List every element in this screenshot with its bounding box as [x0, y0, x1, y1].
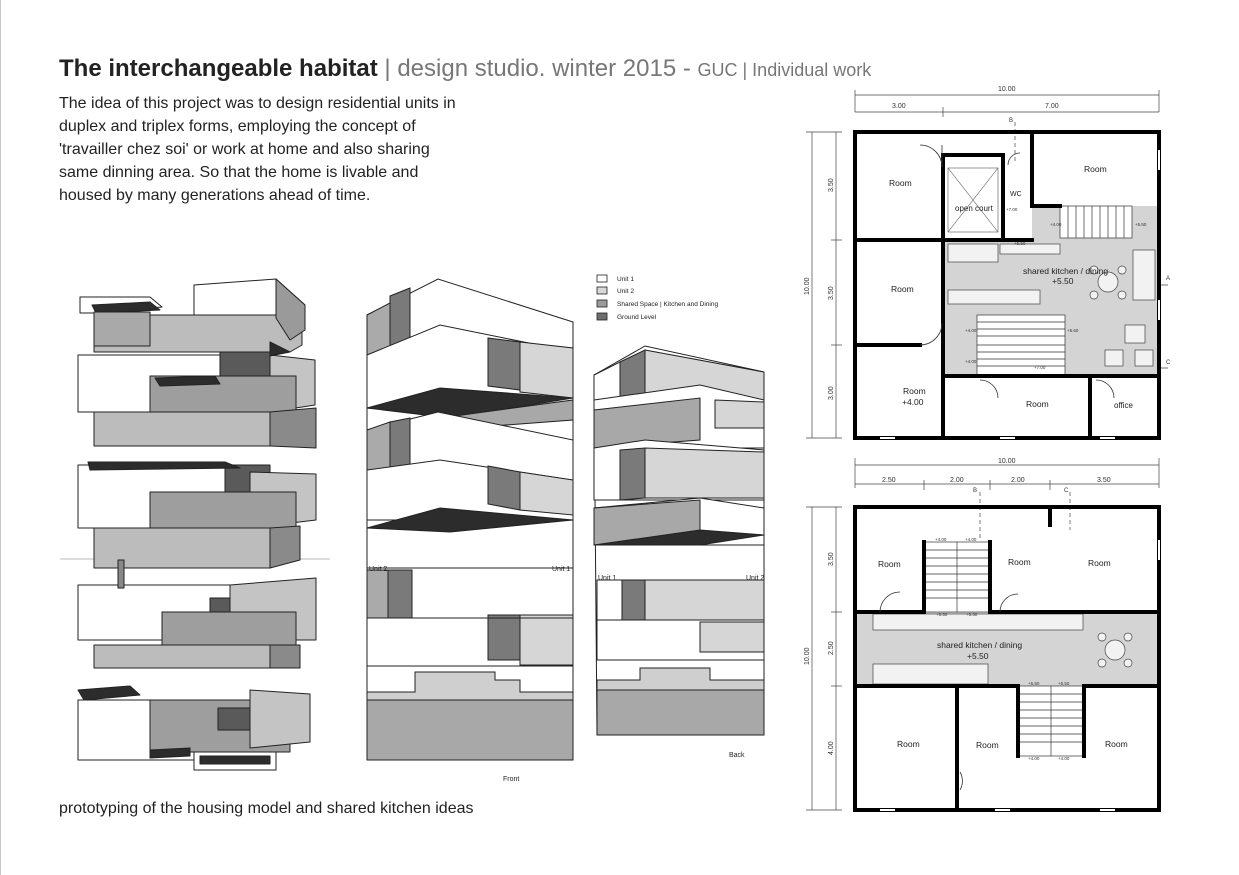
- upper-side-dim-1: 3.50: [828, 178, 835, 192]
- lower-section-mark-b: B: [973, 488, 978, 494]
- front-elevation-label: Front: [503, 776, 520, 783]
- upper-room-bl: Room: [903, 386, 926, 396]
- lower-level-8: +4.00: [1058, 756, 1070, 761]
- intro-paragraph: The idea of this project was to design residential units in duplex and triplex forms, employing the concept of 'travailler chez soi' or work at home and also sharing same dinning area. So that the home is livable and housed by many generations ahead of time.: [59, 95, 456, 204]
- upper-level-6: +5.50: [1067, 328, 1079, 333]
- legend-swatch-shared: [597, 300, 607, 307]
- lower-room-tm: Room: [1008, 557, 1031, 567]
- legend-swatch-unit-2: [597, 287, 607, 294]
- upper-side-dim-2: 3.50: [828, 286, 835, 300]
- lower-top-dim-3: 2.00: [1011, 477, 1025, 484]
- legend-swatch-ground: [597, 313, 607, 320]
- project-title: The interchangeable habitat: [59, 55, 378, 82]
- lower-room-tr: Room: [1088, 558, 1111, 568]
- lower-level-6: +5.50: [1058, 681, 1070, 686]
- upper-top-dim-2: 7.00: [1045, 103, 1059, 110]
- lower-room-br: Room: [1105, 739, 1128, 749]
- back-elevation-label: Back: [729, 752, 745, 759]
- upper-kitchen-label: shared kitchen / dining: [1023, 266, 1109, 276]
- back-right-unit-label: Unit 2: [746, 575, 765, 582]
- upper-side-total: 10.00: [804, 277, 811, 295]
- upper-section-mark-a: A: [1166, 276, 1171, 282]
- legend-label-unit-2: Unit 2: [617, 288, 634, 295]
- upper-floor-plan: [806, 90, 1171, 438]
- institution-label: GUC | Individual work: [697, 60, 872, 80]
- upper-level-1: +7.00: [1006, 207, 1018, 212]
- upper-room-tr: Room: [1084, 164, 1107, 174]
- front-right-unit-label: Unit 1: [552, 566, 571, 573]
- legend-label-shared: Shared Space | Kitchen and Dining: [617, 301, 719, 308]
- title-separator: |: [377, 55, 398, 82]
- front-left-unit-label: Unit 2: [369, 566, 388, 573]
- lower-level-3: +5.50: [936, 612, 948, 617]
- upper-level-8: +4.00: [965, 359, 977, 364]
- tower-module-4: [78, 560, 316, 668]
- back-left-unit-label: Unit 1: [598, 575, 617, 582]
- upper-kitchen-level: +5.50: [1052, 276, 1074, 286]
- upper-level-4: +5.50: [1135, 222, 1147, 227]
- lower-top-dim-2: 2.00: [950, 477, 964, 484]
- tower-module-2: [78, 342, 316, 448]
- front-elevation: [367, 279, 573, 760]
- lower-kitchen-label: shared kitchen / dining: [937, 640, 1023, 650]
- upper-room-bm: Room: [1026, 399, 1049, 409]
- lower-room-bm: Room: [976, 740, 999, 750]
- lower-level-1: +4.00: [935, 537, 947, 542]
- lower-section-mark-c: C: [1064, 488, 1069, 494]
- upper-side-dim-3: 3.00: [828, 386, 835, 400]
- lower-top-dim-4: 3.50: [1097, 477, 1111, 484]
- tower-module-1: [80, 279, 305, 352]
- lower-level-5: +5.50: [1028, 681, 1040, 686]
- upper-level-5: +4.00: [965, 328, 977, 333]
- upper-wc: WC: [1010, 191, 1022, 198]
- lower-level-2: +4.00: [965, 537, 977, 542]
- axonometric-tower: [60, 279, 330, 770]
- upper-level-3: +4.00: [1050, 222, 1062, 227]
- upper-open-court: open court: [955, 204, 993, 213]
- upper-room-ml: Room: [891, 284, 914, 294]
- figure-caption: prototyping of the housing model and shared kitchen ideas: [59, 800, 474, 817]
- back-elevation: [594, 346, 764, 735]
- legend-label-ground: Ground Level: [617, 314, 657, 321]
- lower-side-total: 10.00: [804, 647, 811, 665]
- lower-floor-plan: [806, 458, 1159, 810]
- upper-room-tl: Room: [889, 178, 912, 188]
- legend: [597, 275, 607, 320]
- lower-room-tl: Room: [878, 559, 901, 569]
- lower-side-dim-3: 4.00: [828, 741, 835, 755]
- studio-subtitle: design studio. winter 2015 -: [397, 55, 698, 82]
- upper-level-2: +5.50: [1014, 241, 1026, 246]
- lower-side-dim-1: 3.50: [828, 552, 835, 566]
- upper-overall-dim: 10.00: [998, 86, 1016, 93]
- lower-top-dim-1: 2.50: [882, 477, 896, 484]
- lower-kitchen-level: +5.50: [967, 651, 989, 661]
- legend-swatch-unit-1: [597, 275, 607, 282]
- lower-level-7: +4.00: [1028, 756, 1040, 761]
- tower-module-3: [78, 462, 316, 568]
- lower-room-bl: Room: [897, 739, 920, 749]
- lower-side-dim-2: 2.50: [828, 641, 835, 655]
- lower-overall-dim: 10.00: [998, 458, 1016, 465]
- upper-top-dim-1: 3.00: [892, 103, 906, 110]
- tower-module-5: [78, 686, 310, 770]
- upper-level-7: +7.00: [1034, 365, 1046, 370]
- lower-level-4: +5.50: [966, 612, 978, 617]
- upper-office: office: [1114, 401, 1133, 410]
- upper-section-mark-c: C: [1166, 360, 1171, 366]
- upper-section-mark-b: B: [1009, 118, 1014, 124]
- upper-room-bl-level: +4.00: [902, 397, 924, 407]
- legend-label-unit-1: Unit 1: [617, 276, 634, 283]
